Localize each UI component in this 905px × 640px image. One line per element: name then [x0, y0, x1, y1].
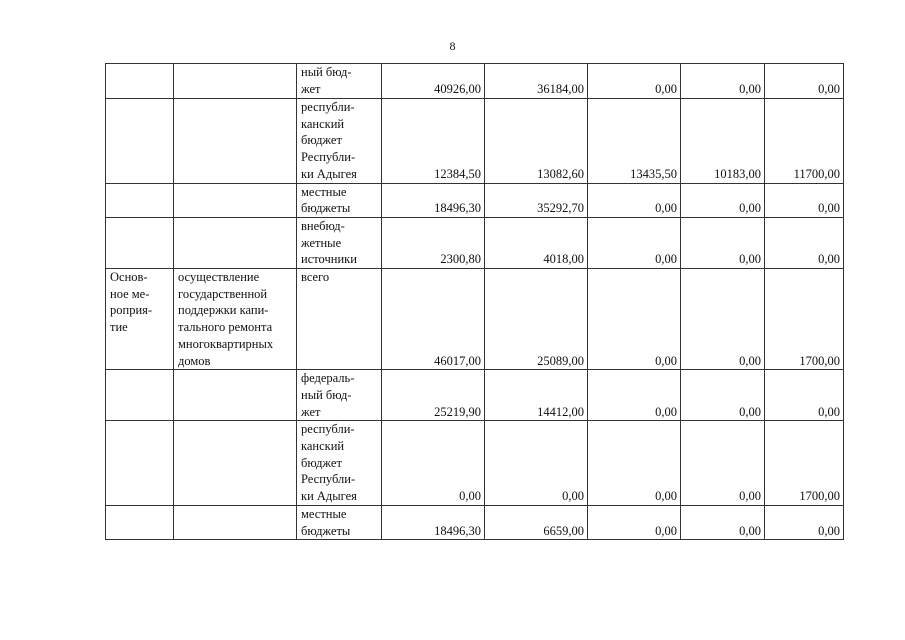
- measure-type-cell: [106, 99, 174, 184]
- table-row: [106, 421, 844, 506]
- table-row: [106, 217, 844, 268]
- value-cell: 1700,00: [765, 269, 844, 370]
- measure-name-cell: [174, 217, 297, 268]
- value-cell: 18496,30: [382, 183, 485, 217]
- value-cell: 0,00: [588, 370, 681, 421]
- measure-type-cell: [106, 505, 174, 539]
- table-row: [106, 64, 844, 99]
- value-cell: 2300,80: [382, 217, 485, 268]
- value-cell: 4018,00: [485, 217, 588, 268]
- value-cell: 0,00: [588, 183, 681, 217]
- value-cell: 0,00: [588, 269, 681, 370]
- measure-type-cell: [106, 421, 174, 506]
- value-cell: 35292,70: [485, 183, 588, 217]
- measure-name-cell: [174, 505, 297, 539]
- value-cell: 13435,50: [588, 99, 681, 184]
- value-cell: 1700,00: [765, 421, 844, 506]
- measure-type-cell: [106, 64, 174, 99]
- value-cell: 0,00: [681, 269, 765, 370]
- value-cell: 0,00: [681, 370, 765, 421]
- funding-source-cell: республи- канский бюджет Республи- ки Адыгея: [297, 421, 382, 506]
- measure-name-cell: [174, 64, 297, 99]
- value-cell: 0,00: [588, 421, 681, 506]
- measure-name-cell: осуществление государственной поддержки капи- тального ремонта многоквартирных домов: [174, 269, 297, 370]
- value-cell: 0,00: [765, 64, 844, 99]
- value-cell: 0,00: [765, 505, 844, 539]
- value-cell: 13082,60: [485, 99, 588, 184]
- value-cell: 0,00: [382, 421, 485, 506]
- value-cell: 0,00: [681, 505, 765, 539]
- value-cell: 0,00: [681, 217, 765, 268]
- value-cell: 11700,00: [765, 99, 844, 184]
- measure-type-cell: [106, 370, 174, 421]
- funding-table: [105, 63, 844, 540]
- funding-source-cell: всего: [297, 269, 382, 370]
- value-cell: 36184,00: [485, 64, 588, 99]
- value-cell: 6659,00: [485, 505, 588, 539]
- table-row: [106, 505, 844, 539]
- value-cell: 46017,00: [382, 269, 485, 370]
- funding-source-cell: местные бюджеты: [297, 505, 382, 539]
- value-cell: 0,00: [681, 421, 765, 506]
- page-number: 8: [449, 39, 456, 53]
- table-row: [106, 269, 844, 370]
- value-cell: 0,00: [588, 217, 681, 268]
- value-cell: 25089,00: [485, 269, 588, 370]
- value-cell: 0,00: [765, 217, 844, 268]
- value-cell: 0,00: [588, 505, 681, 539]
- value-cell: 18496,30: [382, 505, 485, 539]
- measure-name-cell: [174, 370, 297, 421]
- value-cell: 10183,00: [681, 99, 765, 184]
- value-cell: 0,00: [681, 183, 765, 217]
- measure-type-cell: [106, 183, 174, 217]
- funding-source-cell: внебюд- жетные источники: [297, 217, 382, 268]
- value-cell: 0,00: [681, 64, 765, 99]
- value-cell: 0,00: [765, 183, 844, 217]
- value-cell: 40926,00: [382, 64, 485, 99]
- measure-type-cell: Основ- ное ме- роприя- тие: [106, 269, 174, 370]
- value-cell: 12384,50: [382, 99, 485, 184]
- table-row: [106, 183, 844, 217]
- measure-name-cell: [174, 183, 297, 217]
- funding-source-cell: республи- канский бюджет Республи- ки Адыгея: [297, 99, 382, 184]
- table-row: [106, 370, 844, 421]
- value-cell: 0,00: [485, 421, 588, 506]
- measure-name-cell: [174, 421, 297, 506]
- value-cell: 25219,90: [382, 370, 485, 421]
- funding-source-cell: местные бюджеты: [297, 183, 382, 217]
- table-row: [106, 99, 844, 184]
- measure-name-cell: [174, 99, 297, 184]
- measure-type-cell: [106, 217, 174, 268]
- funding-source-cell: федераль- ный бюд- жет: [297, 370, 382, 421]
- value-cell: 0,00: [765, 370, 844, 421]
- value-cell: 0,00: [588, 64, 681, 99]
- value-cell: 14412,00: [485, 370, 588, 421]
- funding-source-cell: ный бюд- жет: [297, 64, 382, 99]
